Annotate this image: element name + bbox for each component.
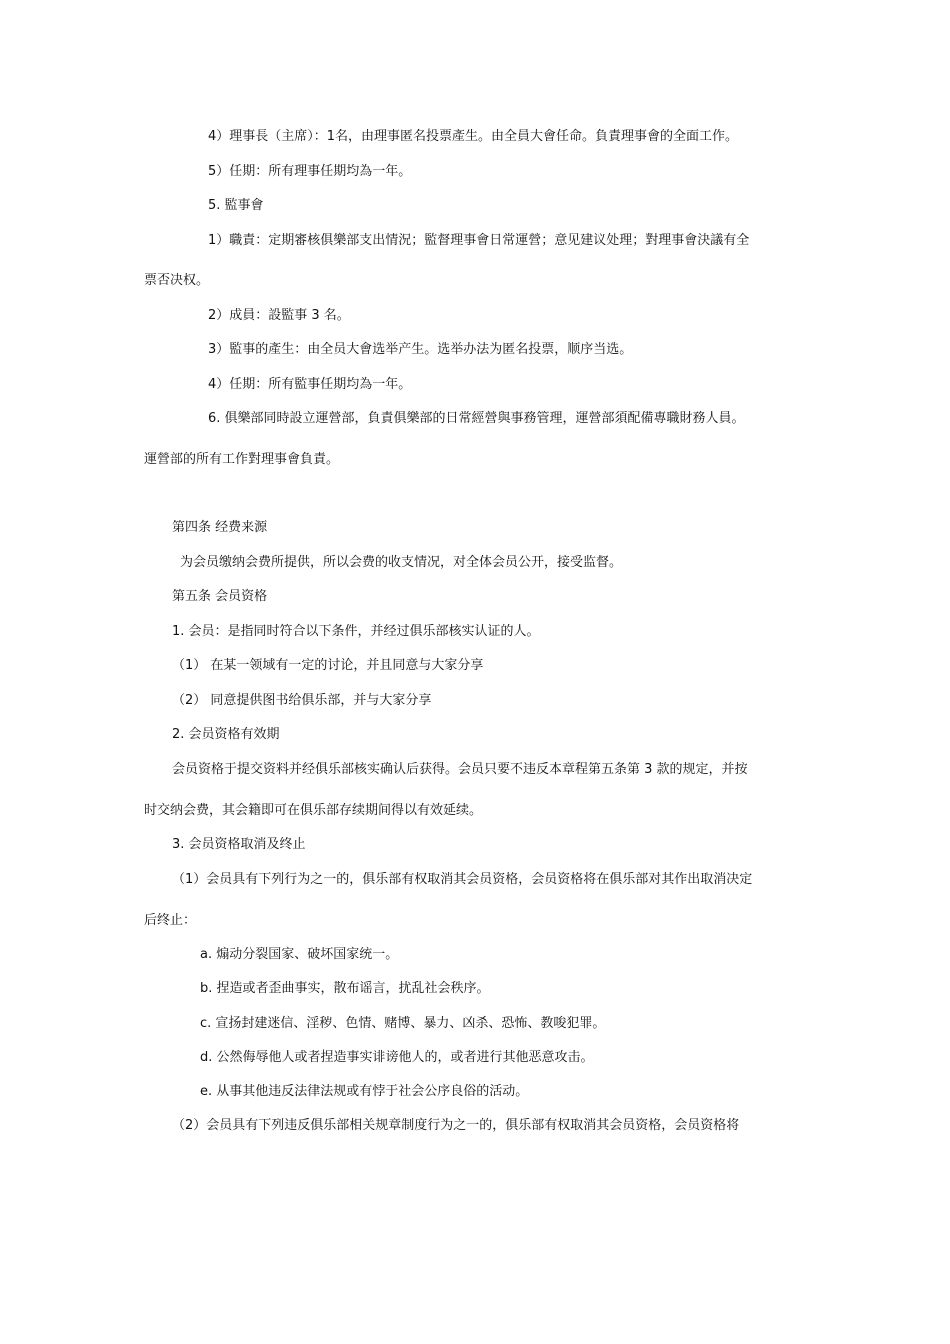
paragraph-line: 2. 会员资格有效期 [172,727,280,742]
paragraph-line: 4）理事長（主席）：1名，由理事匿名投票產生。由全員大會任命。負責理事會的全面工作。 [208,129,739,144]
paragraph-line: 会员资格于提交资料并经俱乐部核实确认后获得。会员只要不违反本章程第五条第 3 款的规定，并按 [172,762,748,777]
paragraph-line: 6. 俱樂部同時設立運營部，負責俱樂部的日常經營與事務管理，運營部須配備專職財務人員。 [208,411,745,426]
section-heading: 第五条 会员资格 [172,589,268,604]
paragraph-line: 2）成員：設監事 3 名。 [208,308,350,323]
paragraph-line: 时交纳会费，其会籍即可在俱乐部存续期间得以有效延续。 [144,803,483,818]
list-item: b. 捏造或者歪曲事实，散布谣言，扰乱社会秩序。 [200,981,490,996]
list-item: a. 煽动分裂国家、破坏国家统一。 [200,947,399,962]
paragraph-line: 5. 監事會 [208,198,264,213]
paragraph-line: 为会员缴纳会费所提供，所以会费的收支情况，对全体会员公开，接受监督。 [180,555,623,570]
paragraph-line: 票否决权。 [144,273,210,288]
paragraph-line: （1）会员具有下列行为之一的，俱乐部有权取消其会员资格，会员资格将在俱乐部对其作出取消决定 [172,872,753,887]
paragraph-line: 后终止： [144,913,197,928]
paragraph-line: 5）任期：所有理事任期均為一年。 [208,164,412,179]
paragraph-line: 4）任期：所有監事任期均為一年。 [208,377,412,392]
list-item: e. 从事其他违反法律法规或有悖于社会公序良俗的活动。 [200,1084,529,1099]
paragraph-line: 1）職責：定期審核俱樂部支出情況；監督理事會日常運營；意见建议处理；對理事會決議有全 [208,233,750,248]
paragraph-line: 運營部的所有工作對理事會負責。 [144,452,340,467]
list-item: d. 公然侮辱他人或者捏造事实诽谤他人的，或者进行其他恶意攻击。 [200,1050,594,1065]
paragraph-line: 1. 会员：是指同时符合以下条件，并经过俱乐部核实认证的人。 [172,624,540,639]
paragraph-line: （2）会员具有下列违反俱乐部相关规章制度行为之一的，俱乐部有权取消其会员资格，会员资格将 [172,1118,740,1133]
paragraph-line: （1） 在某一领域有一定的讨论，并且同意与大家分享 [172,658,484,673]
list-item: c. 宣扬封建迷信、淫秽、色情、赌博、暴力、凶杀、恐怖、教唆犯罪。 [200,1016,606,1031]
paragraph-line: 3）監事的產生：由全员大會选举产生。选举办法为匿名投票，顺序当选。 [208,342,633,357]
paragraph-line: 3. 会员资格取消及终止 [172,837,306,852]
paragraph-line: （2） 同意提供图书给俱乐部，并与大家分享 [172,693,432,708]
section-heading: 第四条 经费来源 [172,520,268,535]
